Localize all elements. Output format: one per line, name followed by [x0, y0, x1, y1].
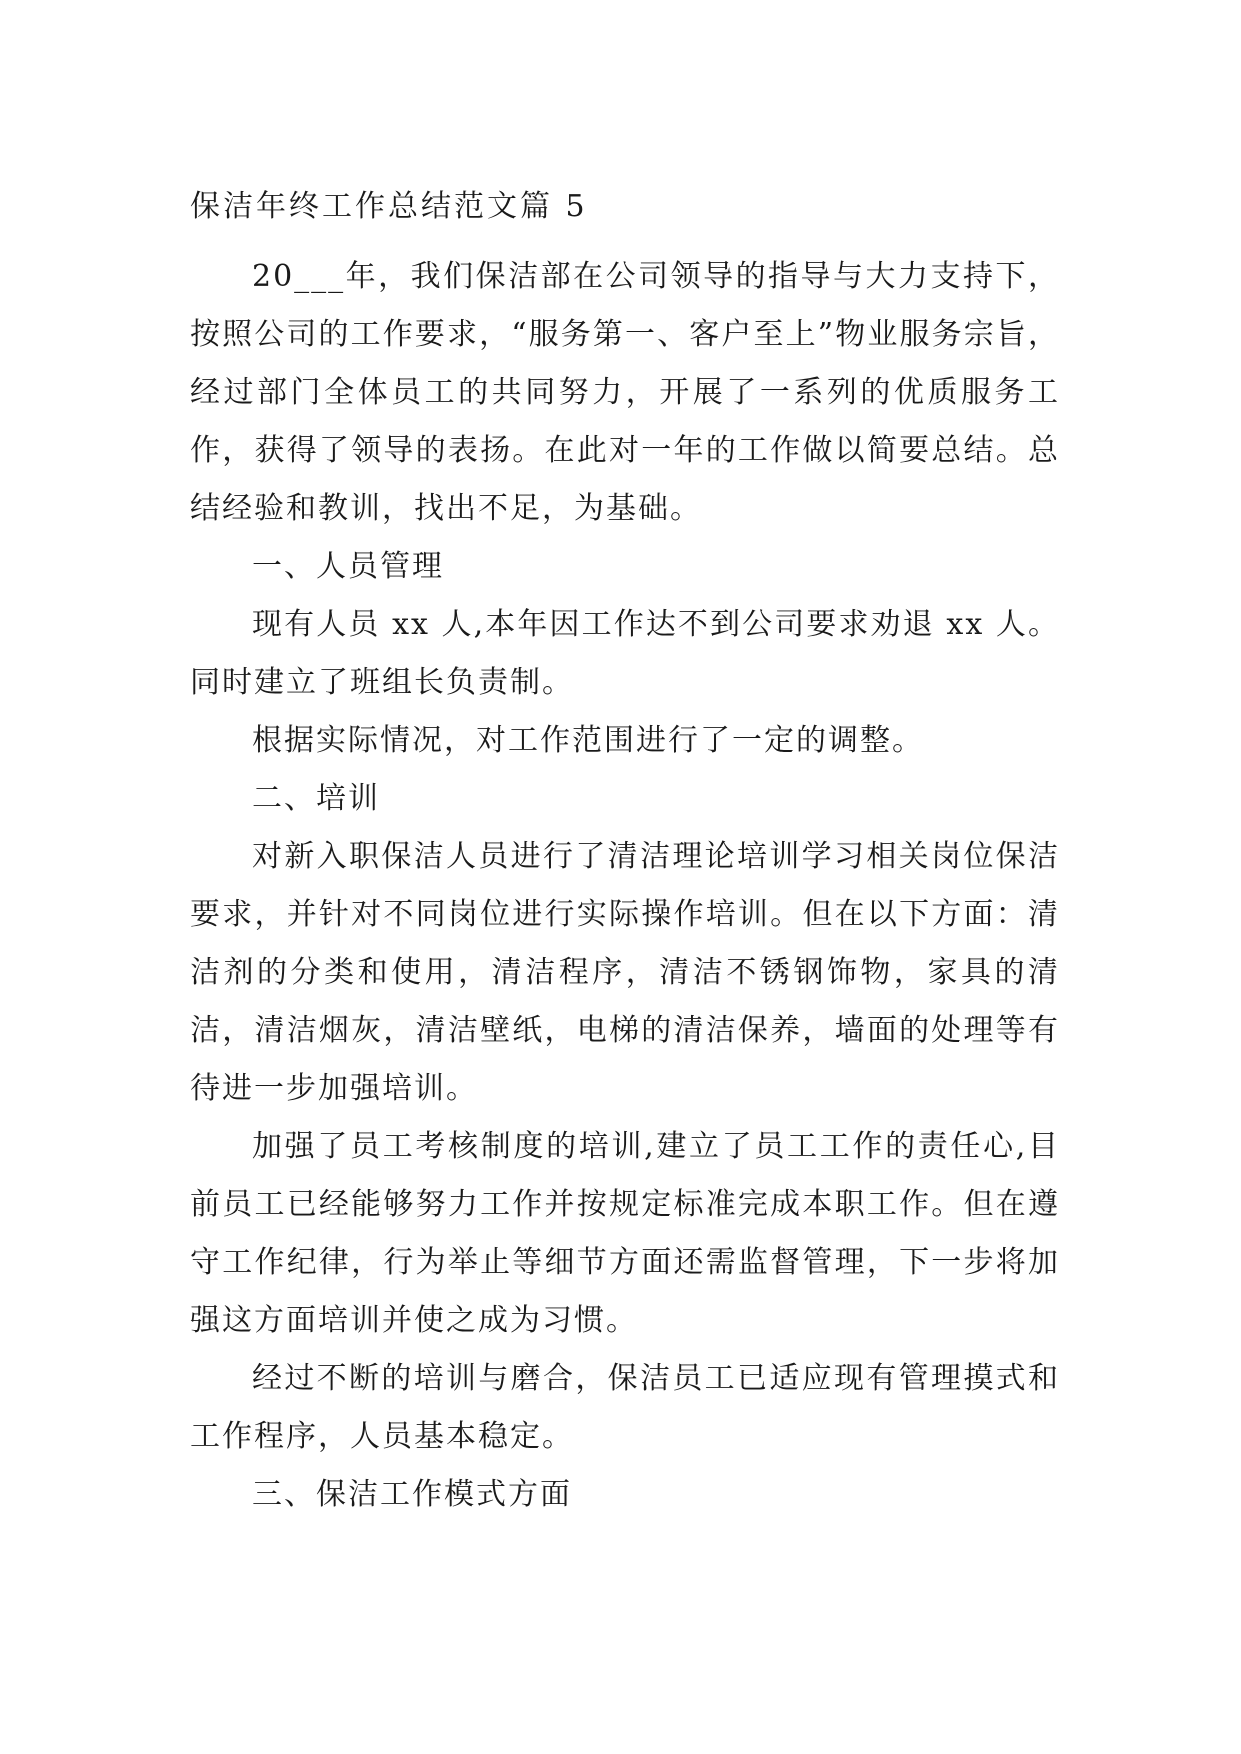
training-paragraph-1: 对新入职保洁人员进行了清洁理论培训学习相关岗位保洁要求，并针对不同岗位进行实际操作培训。但在以下方面：清洁剂的分类和使用，清洁程序，清洁不锈钢饰物，家具的清洁，清洁烟灰，清洁壁纸，电梯的清洁保养，墙面的处理等有待进一步加强培训。	[190, 839, 1060, 1106]
training-paragraph-3: 经过不断的培训与磨合，保洁员工已适应现有管理摸式和工作程序，人员基本稳定。	[190, 1361, 1060, 1454]
section-heading-personnel: 一、人员管理	[252, 549, 444, 584]
section-heading-training: 二、培训	[252, 781, 380, 816]
personnel-paragraph-2: 根据实际情况，对工作范围进行了一定的调整。	[252, 723, 924, 758]
section-heading-work-mode: 三、保洁工作模式方面	[252, 1477, 572, 1512]
document-page	[190, 188, 1060, 1524]
training-paragraph-2: 加强了员工考核制度的培训,建立了员工工作的责任心,目前员工已经能够努力工作并按规定标准完成本职工作。但在遵守工作纪律，行为举止等细节方面还需监督管理，下一步将加强这方面培训并使之成为习惯。	[190, 1129, 1060, 1338]
document-title: 保洁年终工作总结范文篇 5	[190, 189, 588, 224]
personnel-paragraph-1: 现有人员 xx 人,本年因工作达不到公司要求劝退 xx 人。同时建立了班组长负责制。	[190, 607, 1060, 700]
intro-paragraph: 20___年，我们保洁部在公司领导的指导与大力支持下，按照公司的工作要求，“服务第一、客户至上”物业服务宗旨，经过部门全体员工的共同努力，开展了一系列的优质服务工作，获得了领导的表扬。在此对一年的工作做以简要总结。总结经验和教训，找出不足，为基础。	[190, 259, 1060, 526]
